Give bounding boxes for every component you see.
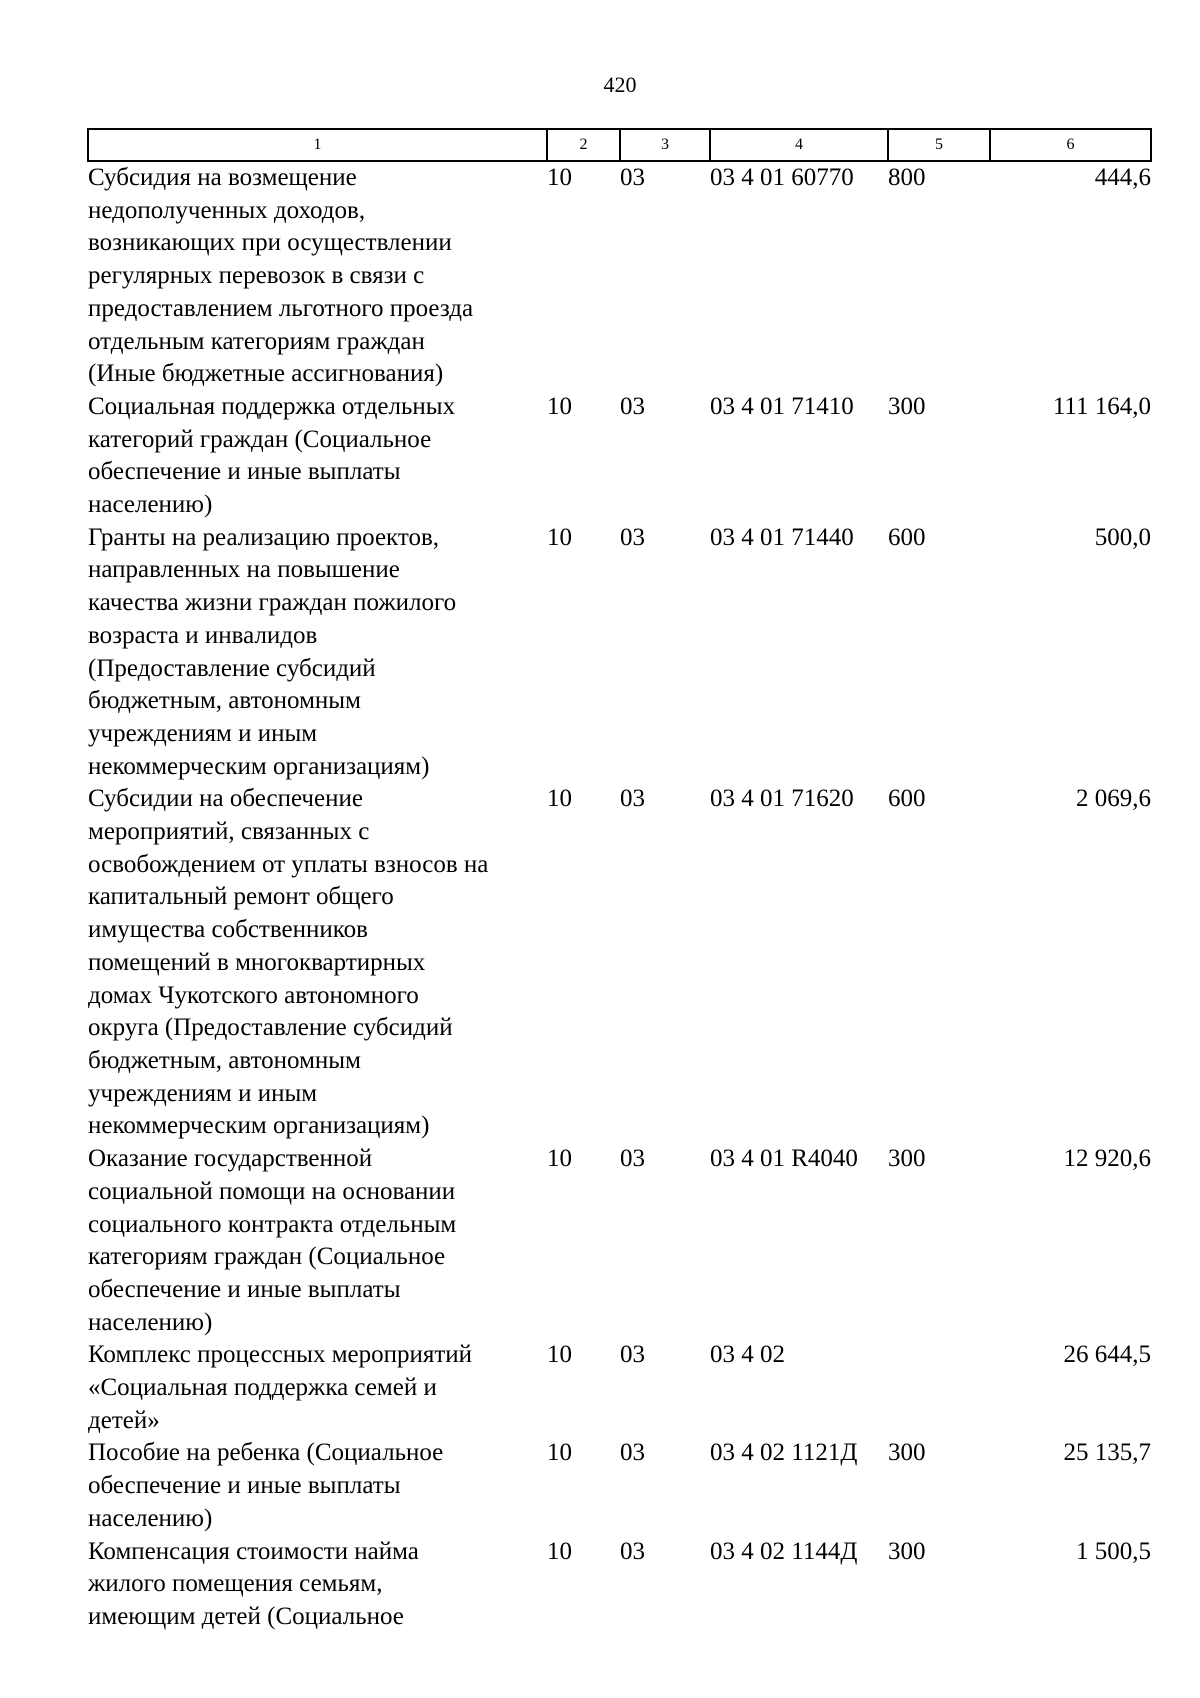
table-header [88, 129, 1151, 161]
description-line: «Социальная поддержка семей и [88, 1374, 437, 1402]
description-line: Комплекс процессных мероприятий [88, 1341, 473, 1369]
description-line: категорий граждан (Социальное [88, 425, 432, 453]
row-target-article: 03 4 02 1144Д [710, 1537, 858, 1565]
row-expense-type: 300 [888, 1439, 926, 1467]
table-row [88, 1143, 1151, 1339]
description-line: населению) [88, 1308, 213, 1336]
description-line: Пособие на ребенка (Социальное [88, 1439, 444, 1467]
row-target-article: 03 4 01 71440 [710, 523, 854, 551]
description-line: жилого помещения семьям, [88, 1570, 383, 1598]
row-expense-type [888, 1339, 990, 1437]
row-section: 10 [547, 1341, 572, 1369]
description-line: социального контракта отдельным [88, 1210, 457, 1238]
description-line: возникающих при осуществлении [88, 229, 452, 257]
row-section: 10 [547, 785, 572, 813]
description-line: округа (Предоставление субсидий [88, 1014, 453, 1042]
row-subsection: 03 [620, 1145, 645, 1173]
row-description [88, 1339, 547, 1437]
description-line: Компенсация стоимости найма [88, 1537, 419, 1565]
budget-table [87, 128, 1152, 1634]
description-line: регулярных перевозок в связи с [88, 262, 425, 290]
row-expense-type: 800 [888, 164, 926, 191]
description-line: (Иные бюджетные ассигнования) [88, 360, 444, 388]
description-line: некоммерческим организациям) [88, 1112, 430, 1140]
description-line: отдельным категориям граждан [88, 327, 425, 355]
description-line: качества жизни граждан пожилого [88, 589, 457, 617]
row-amount: 12 920,6 [1063, 1145, 1151, 1173]
description-line: Субсидия на возмещение [88, 164, 357, 191]
row-expense-type: 600 [888, 785, 926, 813]
description-line: Социальная поддержка отдельных [88, 392, 456, 420]
row-expense-type: 600 [888, 523, 926, 551]
description-line: обеспечение и иные выплаты [88, 1472, 401, 1500]
description-line: учреждениям и иным [88, 1079, 318, 1107]
row-subsection: 03 [620, 1439, 645, 1467]
description-line: Субсидии на обеспечение [88, 785, 363, 813]
row-amount: 500,0 [1094, 523, 1151, 551]
description-line: социальной помощи на основании [88, 1177, 456, 1205]
description-line: обеспечение и иные выплаты [88, 1275, 401, 1303]
row-target-article: 03 4 02 1121Д [710, 1439, 858, 1467]
row-expense-type: 300 [888, 1145, 926, 1173]
row-description [88, 522, 547, 784]
description-line: направленных на повышение [88, 556, 400, 584]
table-row [88, 1536, 1151, 1634]
description-line: возраста и инвалидов [88, 621, 318, 649]
table-row [88, 783, 1151, 1143]
row-expense-type: 300 [888, 1537, 926, 1565]
row-subsection: 03 [620, 392, 645, 420]
row-description [88, 391, 547, 522]
row-section: 10 [547, 1439, 572, 1467]
row-subsection: 03 [620, 523, 645, 551]
description-line: Гранты на реализацию проектов, [88, 523, 440, 551]
description-line: детей» [88, 1406, 160, 1434]
description-line: (Предоставление субсидий [88, 654, 376, 682]
table-row [88, 1437, 1151, 1535]
table-row [88, 161, 1151, 391]
column-header-1: 1 [88, 129, 547, 161]
row-subsection: 03 [620, 1341, 645, 1369]
row-section: 10 [547, 1145, 572, 1173]
column-header-3: 3 [620, 129, 710, 161]
description-line: Оказание государственной [88, 1145, 373, 1173]
description-line: освобождением от уплаты взносов на [88, 850, 489, 878]
page-number: 420 [603, 72, 637, 97]
row-amount: 2 069,6 [1076, 785, 1151, 813]
description-line: населению) [88, 1504, 213, 1532]
row-target-article: 03 4 02 [710, 1341, 785, 1369]
description-line: имеющим детей (Социальное [88, 1602, 404, 1630]
description-line: помещений в многоквартирных [88, 948, 426, 976]
row-amount: 1 500,5 [1076, 1537, 1151, 1565]
table-row [88, 1339, 1151, 1437]
description-line: недополученных доходов, [88, 196, 366, 224]
row-amount: 25 135,7 [1063, 1439, 1151, 1467]
description-line: бюджетным, автономным [88, 687, 361, 715]
row-subsection: 03 [620, 785, 645, 813]
column-header-6: 6 [990, 129, 1151, 161]
row-subsection: 03 [620, 1537, 645, 1565]
row-amount: 111 164,0 [1052, 392, 1151, 420]
description-line: предоставлением льготного проезда [88, 294, 474, 322]
row-description [88, 783, 547, 1143]
table-row [88, 522, 1151, 784]
row-section: 10 [547, 523, 572, 551]
description-line: имущества собственников [88, 916, 368, 944]
row-description [88, 1437, 547, 1535]
column-header-2: 2 [547, 129, 620, 161]
row-target-article: 03 4 01 71620 [710, 785, 854, 813]
row-description [88, 1536, 547, 1634]
row-subsection: 03 [620, 164, 645, 191]
description-line: обеспечение и иные выплаты [88, 458, 401, 486]
description-line: населению) [88, 491, 213, 519]
description-line: капитальный ремонт общего [88, 883, 394, 911]
row-target-article: 03 4 01 71410 [710, 392, 854, 420]
row-section: 10 [547, 164, 572, 191]
description-line: бюджетным, автономным [88, 1046, 361, 1074]
row-target-article: 03 4 01 60770 [710, 164, 854, 191]
row-expense-type: 300 [888, 392, 926, 420]
table-row [88, 391, 1151, 522]
row-description [88, 1143, 547, 1339]
description-line: категориям граждан (Социальное [88, 1243, 446, 1271]
description-line: учреждениям и иным [88, 719, 318, 747]
description-line: некоммерческим организациям) [88, 752, 430, 780]
column-header-4: 4 [710, 129, 888, 161]
row-section: 10 [547, 1537, 572, 1565]
row-amount: 444,6 [1094, 164, 1151, 191]
row-target-article: 03 4 01 R4040 [710, 1145, 858, 1173]
row-amount: 26 644,5 [1063, 1341, 1151, 1369]
row-section: 10 [547, 392, 572, 420]
description-line: мероприятий, связанных с [88, 818, 370, 846]
table-body [88, 161, 1151, 1634]
row-description [88, 161, 547, 391]
description-line: домах Чукотского автономного [88, 981, 419, 1009]
column-header-5: 5 [888, 129, 990, 161]
